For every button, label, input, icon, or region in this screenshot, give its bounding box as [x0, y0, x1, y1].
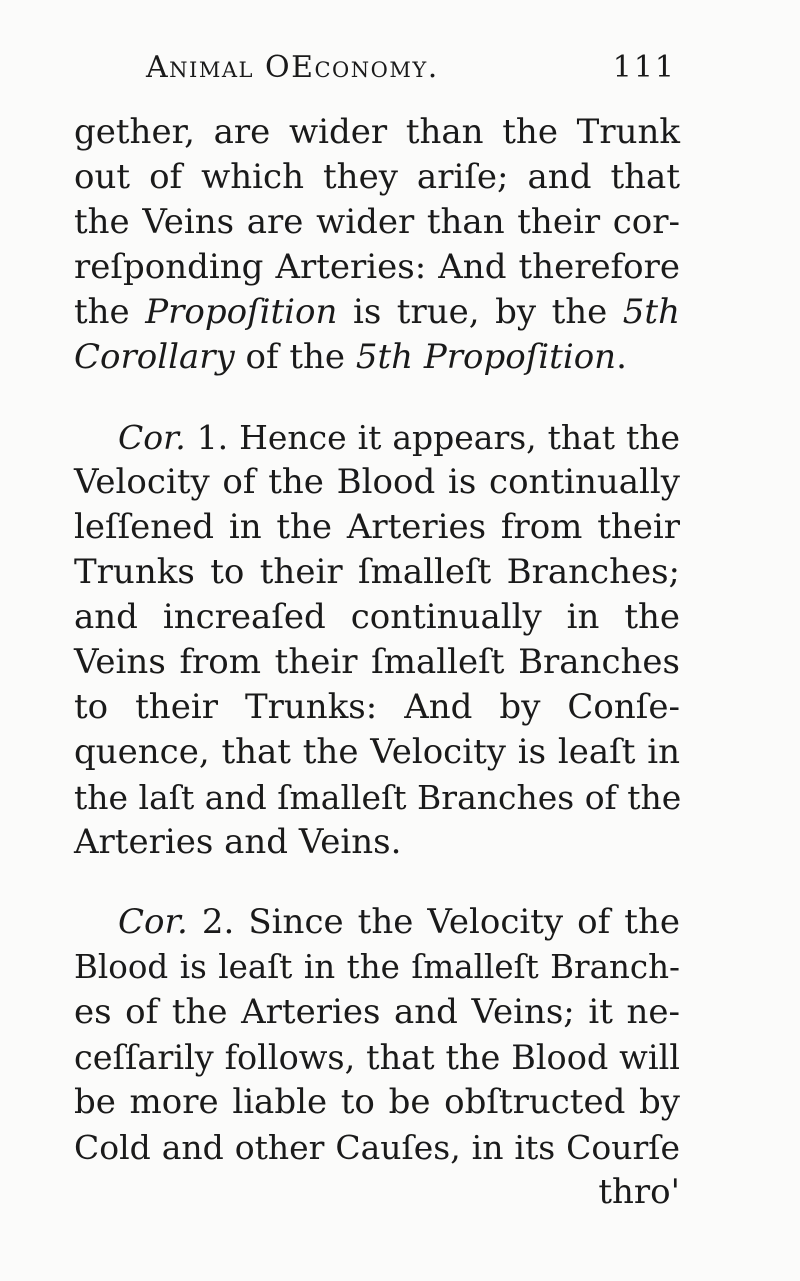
text-line	[74, 900, 680, 945]
text-run: of the	[234, 337, 356, 377]
text-run: .	[616, 337, 627, 377]
italic-term: 5th Propoſition	[355, 337, 617, 377]
italic-term: Propoſition	[145, 292, 338, 332]
text-run: 1. Hence it appears, that the	[185, 418, 680, 457]
text-line: quence, that the Velocity is leaſt in	[74, 732, 680, 772]
text-line: Blood is leaſt in the ſmalleſt Branch-	[74, 948, 680, 986]
page-header	[146, 50, 676, 90]
corollary-label: Cor.	[118, 418, 186, 457]
text-line: Cold and other Cauſes, in its Courſe	[74, 1128, 680, 1167]
text-line: Trunks to their ſmalleſt Branches;	[74, 552, 680, 592]
text-line: es of the Arteries and Veins; it ne-	[74, 992, 680, 1032]
text-line	[74, 415, 680, 460]
text-line: Velocity of the Blood is continually	[74, 462, 680, 502]
corollary-label: Cor.	[118, 902, 188, 942]
catchword: thro'	[598, 1172, 680, 1212]
text-line: Veins from their ſmalleſt Branches	[74, 642, 680, 682]
text-line: ceſſarily follows, that the Blood will	[74, 1038, 680, 1077]
text-line: leſſened in the Arteries from their	[74, 507, 680, 547]
text-run: is true, by the	[337, 292, 623, 332]
text-run: the	[74, 292, 146, 332]
text-line: be more liable to be obſtructed by	[74, 1082, 680, 1122]
italic-term: Corollary	[74, 337, 235, 377]
paragraph-continuation	[74, 110, 680, 380]
text-run: 2. Since the Velocity of the	[187, 902, 680, 942]
page-number: 111	[612, 50, 676, 85]
text-line: gether, are wider than the Trunk	[74, 112, 680, 152]
running-title: Animal OEconomy.	[146, 50, 439, 85]
text-line: to their Trunks: And by Conſe-	[74, 687, 680, 727]
text-line	[74, 335, 680, 380]
text-line: and increaſed continually in the	[74, 597, 680, 637]
text-line: the laſt and ſmalleſt Branches of the	[74, 778, 682, 817]
text-line: Arteries and Veins.	[74, 822, 402, 862]
corollary-1-paragraph	[74, 415, 680, 865]
text-line: out of which they ariſe; and that	[74, 157, 680, 197]
italic-term: 5th	[622, 292, 680, 332]
corollary-2-paragraph	[74, 900, 680, 1215]
text-line: reſponding Arteries: And therefore	[74, 247, 680, 287]
text-line	[74, 290, 680, 335]
text-line: the Veins are wider than their cor-	[74, 202, 680, 242]
